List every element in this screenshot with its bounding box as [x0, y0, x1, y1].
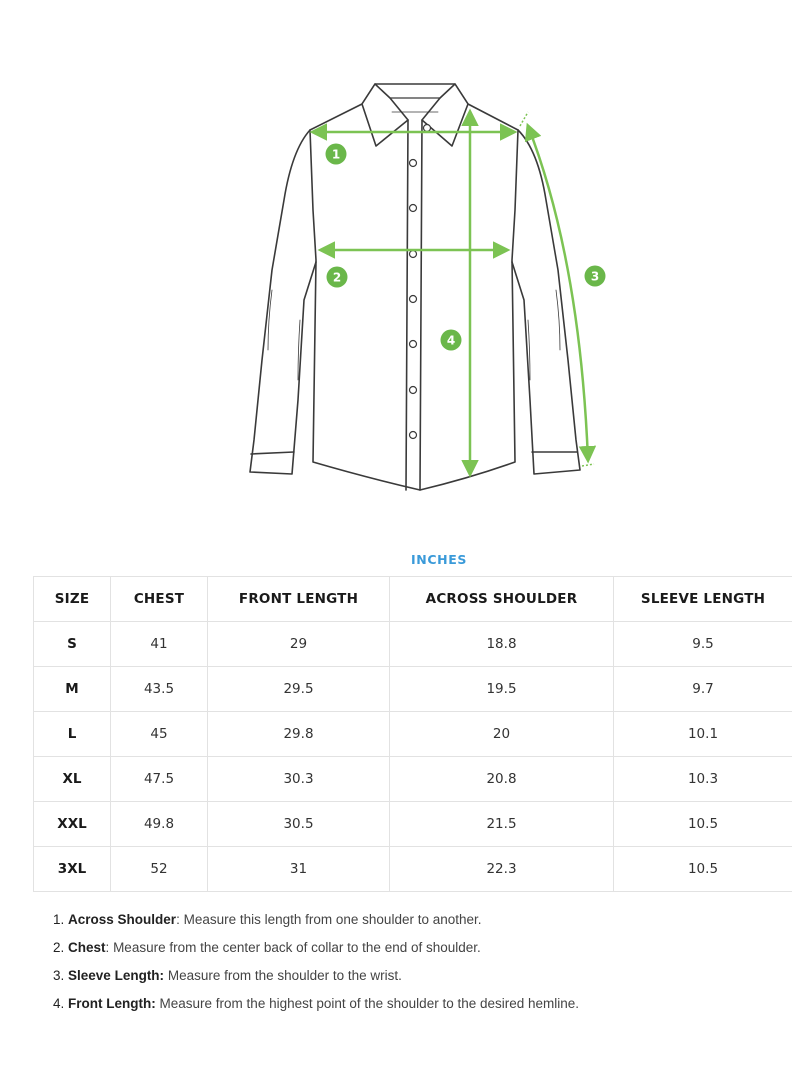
across-shoulder-cell: 21.5	[390, 802, 614, 847]
note-term: Chest	[68, 940, 106, 955]
front-length-cell: 30.5	[208, 802, 390, 847]
marker-1-label: 1	[331, 147, 341, 162]
chest-cell: 47.5	[111, 757, 208, 802]
note-number: 3.	[53, 968, 65, 983]
shirt-outline	[250, 84, 580, 490]
note-number: 2.	[53, 940, 65, 955]
sleeve-length-arrow	[528, 126, 588, 460]
sleeve-length-cell: 9.5	[614, 622, 792, 667]
size-cell: XL	[34, 757, 111, 802]
across-shoulder-cell: 20.8	[390, 757, 614, 802]
across-shoulder-cell: 19.5	[390, 667, 614, 712]
marker-2	[327, 267, 348, 288]
sleeve-length-cell: 10.5	[614, 802, 792, 847]
marker-4	[441, 330, 462, 351]
shirt-measurement-diagram	[0, 0, 792, 520]
note-item	[53, 964, 579, 992]
front-length-cell: 29	[208, 622, 390, 667]
note-number: 4.	[53, 996, 65, 1011]
across-shoulder-cell: 22.3	[390, 847, 614, 892]
size-chart-table	[33, 576, 792, 892]
header-chest: CHEST	[111, 577, 208, 622]
across-shoulder-cell: 18.8	[390, 622, 614, 667]
chest-cell: 43.5	[111, 667, 208, 712]
table-row	[34, 667, 792, 712]
marker-1	[326, 144, 347, 165]
chest-cell: 52	[111, 847, 208, 892]
unit-label: INCHES	[411, 552, 467, 567]
note-text: Measure from the center back of collar to the end of shoulder.	[113, 940, 481, 955]
marker-3-label: 3	[590, 269, 600, 284]
header-size: SIZE	[34, 577, 111, 622]
header-sleeve-length: SLEEVE LENGTH	[614, 577, 792, 622]
chest-cell: 45	[111, 712, 208, 757]
chest-cell: 41	[111, 622, 208, 667]
size-cell: M	[34, 667, 111, 712]
note-text: Measure from the highest point of the shoulder to the desired hemline.	[159, 996, 580, 1011]
note-item	[53, 992, 579, 1020]
measurement-notes	[53, 908, 579, 1020]
table-row	[34, 802, 792, 847]
table-row	[34, 847, 792, 892]
front-length-cell: 29.8	[208, 712, 390, 757]
sleeve-length-cell: 10.3	[614, 757, 792, 802]
header-across-shoulder: ACROSS SHOULDER	[390, 577, 614, 622]
table-row	[34, 712, 792, 757]
marker-3	[585, 266, 606, 287]
table-row	[34, 622, 792, 667]
note-separator: :	[176, 912, 184, 927]
note-number: 1.	[53, 912, 65, 927]
marker-2-label: 2	[332, 270, 342, 285]
sleeve-length-cell: 10.5	[614, 847, 792, 892]
chest-cell: 49.8	[111, 802, 208, 847]
size-cell: 3XL	[34, 847, 111, 892]
table-header-row	[34, 577, 792, 622]
note-text: Measure from the shoulder to the wrist.	[167, 968, 402, 983]
note-term: Sleeve Length:	[68, 968, 165, 983]
sleeve-length-cell: 10.1	[614, 712, 792, 757]
note-item	[53, 936, 579, 964]
note-item	[53, 908, 579, 936]
table-row	[34, 757, 792, 802]
size-cell: L	[34, 712, 111, 757]
sleeve-length-cell: 9.7	[614, 667, 792, 712]
size-cell: XXL	[34, 802, 111, 847]
across-shoulder-cell: 20	[390, 712, 614, 757]
front-length-cell: 31	[208, 847, 390, 892]
header-front-length: FRONT LENGTH	[208, 577, 390, 622]
note-text: Measure this length from one shoulder to another.	[183, 912, 482, 927]
size-cell: S	[34, 622, 111, 667]
note-separator: :	[105, 940, 114, 955]
front-length-cell: 29.5	[208, 667, 390, 712]
note-term: Across Shoulder	[68, 912, 177, 927]
note-term: Front Length:	[68, 996, 156, 1011]
marker-4-label: 4	[446, 333, 456, 348]
front-length-cell: 30.3	[208, 757, 390, 802]
